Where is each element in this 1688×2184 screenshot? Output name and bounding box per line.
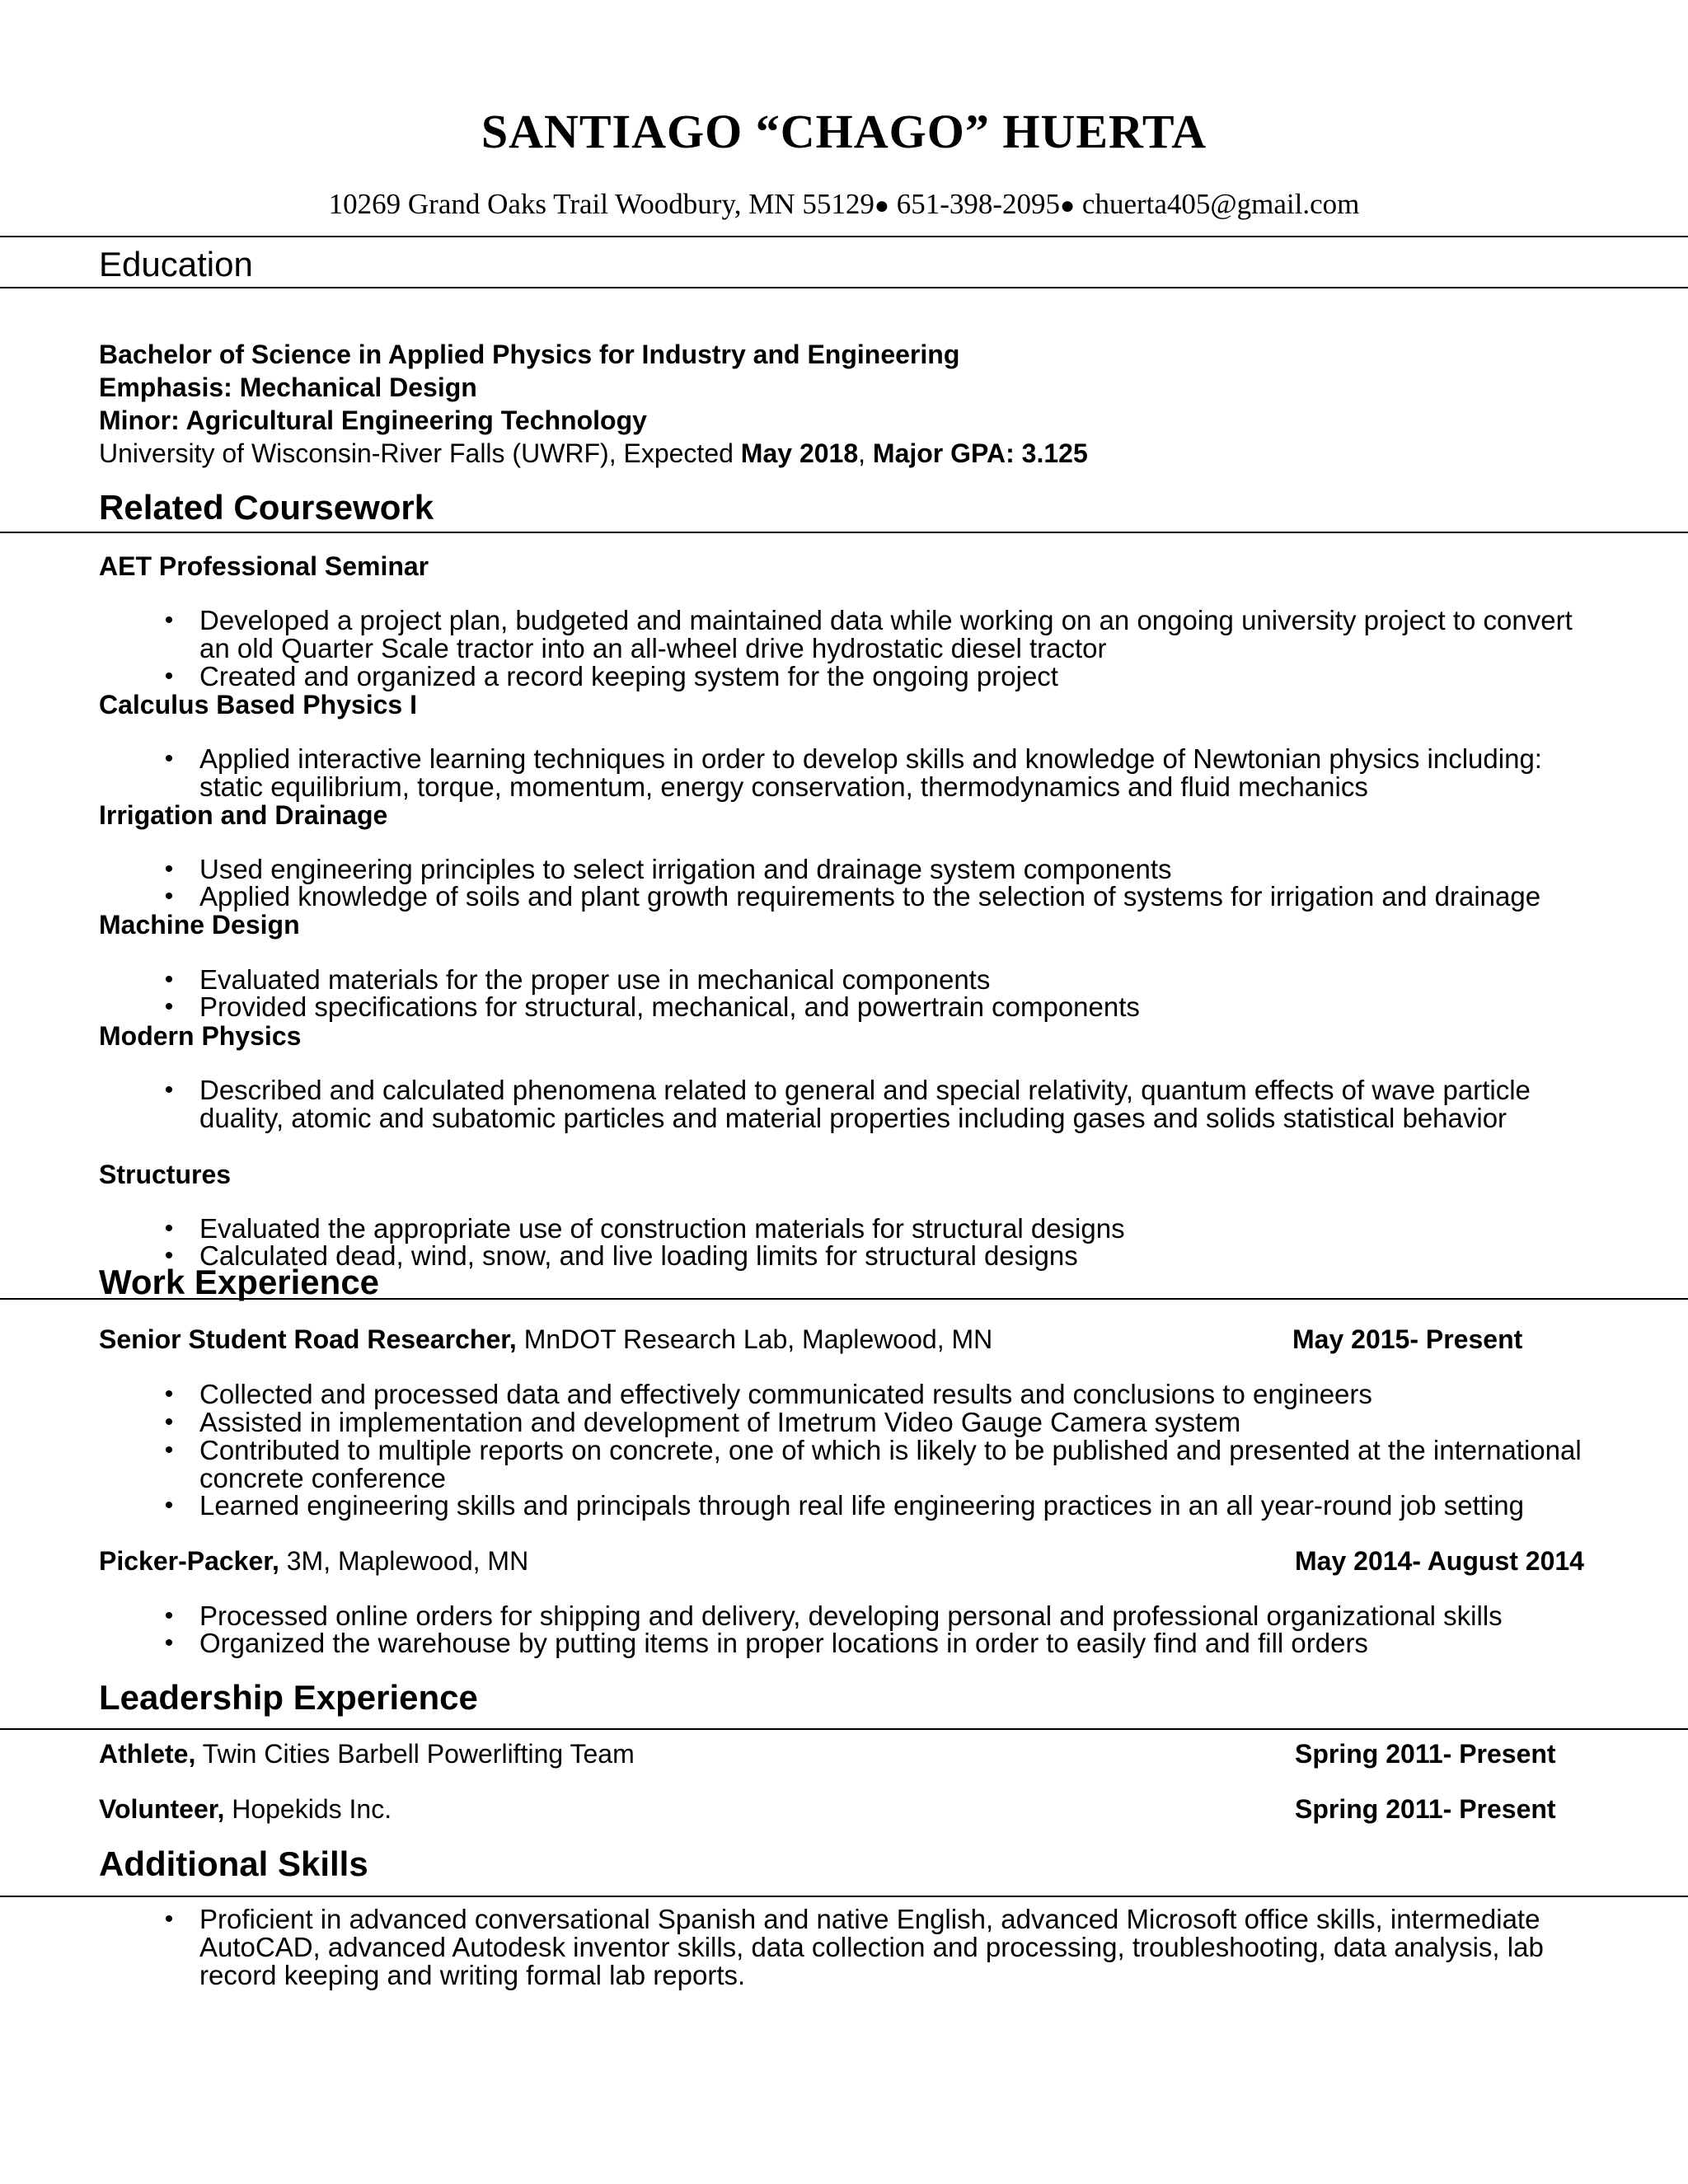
leadership-line: [99, 1793, 392, 1825]
bullet-icon: •: [164, 1242, 174, 1269]
expected-date: May 2018: [740, 438, 859, 468]
job-dates: May 2014- August 2014: [1295, 1546, 1584, 1576]
course-title: Structures: [99, 1160, 232, 1189]
comma: ,: [858, 438, 873, 468]
bullet-icon: •: [164, 966, 174, 993]
course-title: Machine Design: [99, 910, 300, 940]
bullet-icon: •: [164, 607, 174, 634]
bullet-icon: •: [164, 883, 174, 910]
bullet-icon: •: [164, 1408, 174, 1436]
course-bullet: Described and calculated phenomena related to general and special relativity, quantum effects of wave particle duality, atomic and subatomic particles and material properties including gases and solids statistical behavior: [199, 1075, 1531, 1133]
bullet-icon: •: [164, 1602, 174, 1629]
leadership-dates: Spring 2011- Present: [1295, 1739, 1556, 1769]
course-bullet: Applied knowledge of soils and plant growth requirements to the selection of systems for irrigation and drainage: [199, 881, 1541, 912]
job-org: MnDOT Research Lab, Maplewood, MN: [516, 1324, 993, 1354]
section-heading-coursework: Related Coursework: [99, 488, 434, 527]
email: chuerta405@gmail.com: [1081, 188, 1360, 220]
job-bullet: Collected and processed data and effectively communicated results and conclusions to engineers: [199, 1379, 1372, 1409]
bullet-icon: •: [164, 663, 174, 690]
course-bullet: Applied interactive learning techniques in order to develop skills and knowledge of Newtonian physics including: static equilibrium, torque, momentum, energy conservation, thermodynamics and fluid mechanics: [199, 743, 1542, 802]
job-line: [99, 1323, 992, 1356]
bullet-icon: •: [164, 1905, 174, 1933]
course-title: Modern Physics: [99, 1021, 302, 1051]
leadership-org: Hopekids Inc.: [224, 1794, 392, 1824]
bullet-icon: •: [164, 1215, 174, 1242]
section-heading-education: Education: [99, 245, 253, 284]
job-bullet: Learned engineering skills and principals through real life engineering practices in an all year-round job setting: [199, 1490, 1524, 1521]
separator-dot-icon: ●: [1060, 192, 1076, 219]
job-line: [99, 1544, 528, 1577]
address: 10269 Grand Oaks Trail Woodbury, MN 55129: [328, 188, 874, 220]
bullet-icon: •: [164, 1380, 174, 1408]
emphasis: Emphasis: Mechanical Design: [99, 373, 477, 402]
course-bullet: Provided specifications for structural, mechanical, and powertrain components: [199, 991, 1140, 1022]
course-bullet: Created and organized a record keeping system for the ongoing project: [199, 661, 1058, 691]
leadership-title: Volunteer,: [99, 1794, 225, 1824]
bullet-icon: •: [164, 1076, 174, 1104]
contact-line: [0, 186, 1688, 224]
leadership-divider: [0, 1728, 1688, 1730]
phone: 651-398-2095: [896, 188, 1061, 220]
school: University of Wisconsin-River Falls (UWRF), Expected: [99, 438, 741, 468]
course-title: Irrigation and Drainage: [99, 800, 388, 830]
course-bullet: Developed a project plan, budgeted and maintained data while working on an ongoing university project to convert an old Quarter Scale tractor into an all-wheel drive hydrostatic diesel tractor: [199, 605, 1573, 663]
course-title: AET Professional Seminar: [99, 551, 429, 581]
minor: Minor: Agricultural Engineering Technology: [99, 405, 647, 435]
leadership-title: Athlete,: [99, 1739, 196, 1769]
skills-divider: [0, 1896, 1688, 1897]
work-divider: [0, 1298, 1688, 1300]
course-bullet: Calculated dead, wind, snow, and live loading limits for structural designs: [199, 1240, 1078, 1271]
job-title: Senior Student Road Researcher,: [99, 1324, 517, 1354]
leadership-dates: Spring 2011- Present: [1295, 1794, 1556, 1824]
education-divider: [0, 287, 1688, 288]
bullet-icon: •: [164, 745, 174, 772]
course-bullet: Evaluated the appropriate use of construction materials for structural designs: [199, 1213, 1125, 1244]
section-heading-skills: Additional Skills: [99, 1844, 368, 1883]
job-bullet: Assisted in implementation and development of Imetrum Video Gauge Camera system: [199, 1407, 1241, 1437]
job-bullet: Organized the warehouse by putting items in proper locations in order to easily find and fill orders: [199, 1628, 1368, 1658]
resume-name: SANTIAGO “CHAGO” HUERTA: [481, 105, 1207, 158]
separator-dot-icon: ●: [874, 192, 889, 219]
job-bullet: Contributed to multiple reports on concrete, one of which is likely to be published and presented at the international concrete conference: [199, 1435, 1582, 1493]
bullet-icon: •: [164, 1629, 174, 1657]
job-title: Picker-Packer,: [99, 1546, 279, 1576]
degree: Bachelor of Science in Applied Physics for Industry and Engineering: [99, 340, 960, 369]
course-bullet: Used engineering principles to select irrigation and drainage system components: [199, 854, 1172, 884]
coursework-divider: [0, 532, 1688, 533]
job-bullet: Processed online orders for shipping and delivery, developing personal and professional organizational skills: [199, 1601, 1503, 1631]
school-line: [99, 437, 1088, 470]
bullet-icon: •: [164, 1492, 174, 1519]
skills-bullet: Proficient in advanced conversational Spanish and native English, advanced Microsoft office skills, intermediate AutoCAD, advanced Autodesk inventor skills, data collection and processing, troubleshooting, data analysis, lab record keeping and writing formal lab reports.: [199, 1904, 1544, 1990]
bullet-icon: •: [164, 855, 174, 883]
job-org: 3M, Maplewood, MN: [279, 1546, 529, 1576]
course-bullet: Evaluated materials for the proper use in mechanical components: [199, 964, 991, 995]
leadership-line: [99, 1737, 635, 1770]
header-divider: [0, 236, 1688, 237]
course-title: Calculus Based Physics I: [99, 690, 417, 719]
bullet-icon: •: [164, 1436, 174, 1464]
gpa: Major GPA: 3.125: [872, 438, 1088, 468]
section-heading-work: Work Experience: [99, 1263, 380, 1301]
bullet-icon: •: [164, 993, 174, 1020]
job-dates: May 2015- Present: [1292, 1324, 1523, 1354]
leadership-org: Twin Cities Barbell Powerlifting Team: [195, 1739, 635, 1769]
section-heading-leadership: Leadership Experience: [99, 1678, 478, 1717]
